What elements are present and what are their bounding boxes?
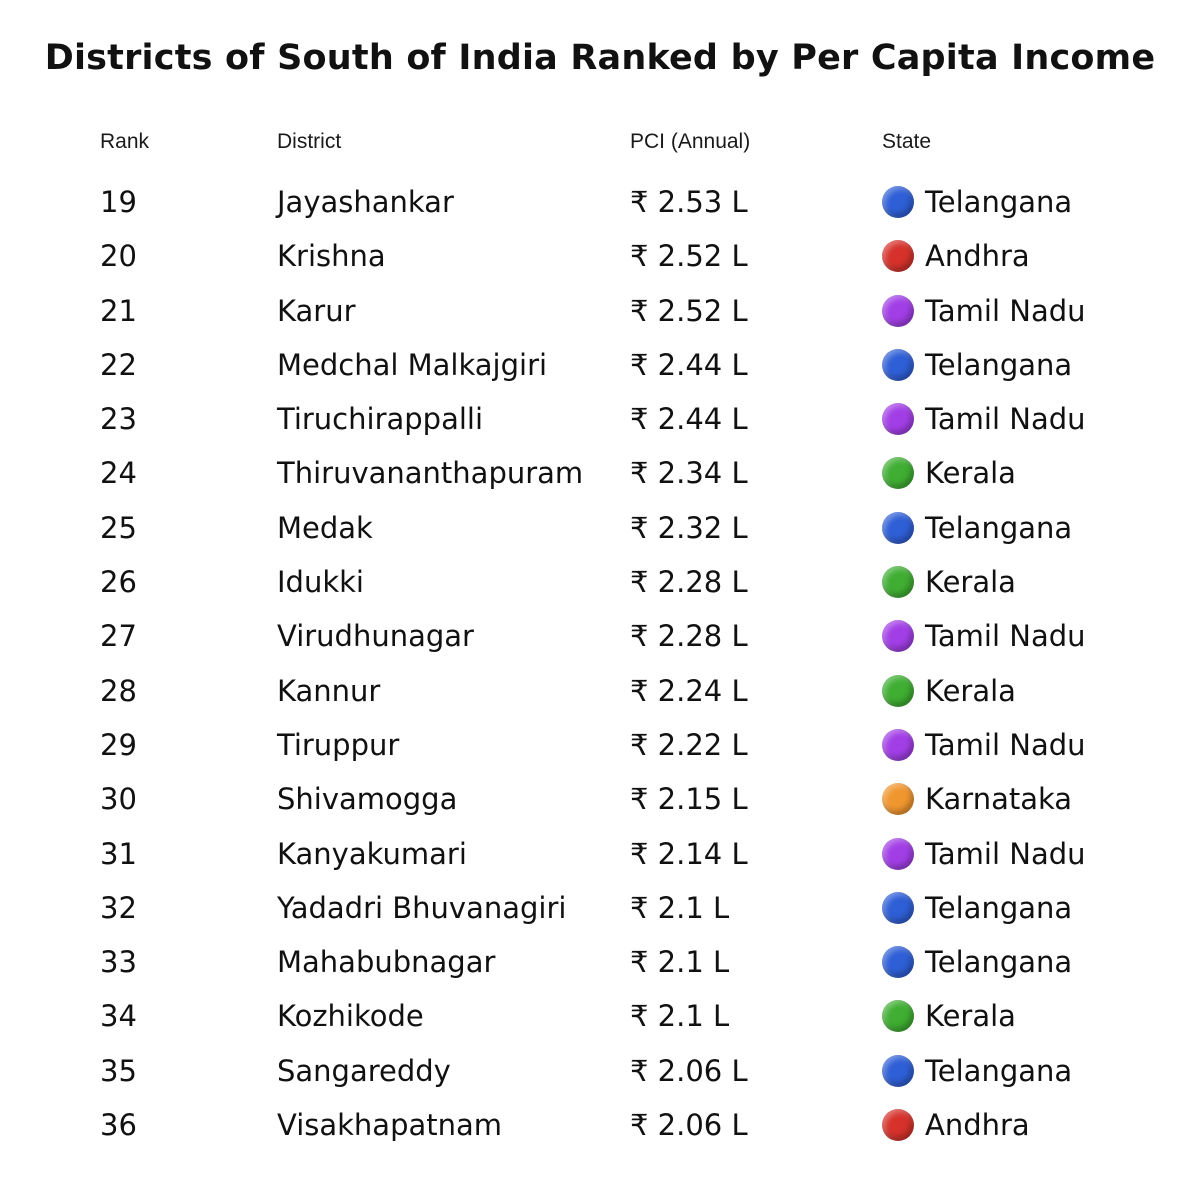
table-row: [0, 393, 1200, 447]
state-cell: [882, 888, 1072, 928]
rank-cell: 25: [100, 510, 137, 545]
state-color-dot-icon: [882, 240, 914, 272]
district-cell: Krishna: [277, 239, 386, 274]
district-cell: Virudhunagar: [277, 619, 474, 654]
state-color-dot-icon: [882, 838, 914, 870]
table-row: [0, 176, 1200, 230]
district-cell: Karur: [277, 293, 356, 328]
table-header: [0, 130, 1200, 158]
table-row: [0, 230, 1200, 284]
state-name: Telangana: [925, 945, 1073, 980]
rank-cell: 22: [100, 347, 137, 382]
state-name: Telangana: [925, 185, 1073, 219]
pci-cell: ₹ 2.28 L: [630, 619, 748, 654]
state-name: Tamil Nadu: [925, 293, 1086, 328]
state-cell: [882, 345, 1072, 385]
state-name: Kerala: [925, 673, 1016, 708]
pci-cell: ₹ 2.1 L: [630, 945, 730, 980]
rank-cell: 28: [100, 673, 137, 708]
district-cell: Yadadri Bhuvanagiri: [277, 890, 567, 925]
rank-cell: 26: [100, 565, 137, 600]
rank-cell: 20: [100, 239, 137, 274]
state-color-dot-icon: [882, 783, 914, 815]
table-row: [0, 882, 1200, 936]
state-name: Tamil Nadu: [925, 836, 1086, 871]
rank-cell: 31: [100, 836, 137, 871]
state-cell: [882, 453, 1016, 493]
state-name: Karnataka: [925, 782, 1073, 817]
state-name: Telangana: [925, 890, 1073, 925]
rank-cell: 19: [100, 185, 137, 219]
state-color-dot-icon: [882, 892, 914, 924]
table-row: [0, 1099, 1200, 1153]
pci-cell: ₹ 2.28 L: [630, 565, 748, 600]
table-row: [0, 936, 1200, 990]
state-cell: [882, 671, 1016, 711]
state-cell: [882, 182, 1072, 222]
state-color-dot-icon: [882, 620, 914, 652]
rank-cell: 24: [100, 456, 137, 491]
state-cell: [882, 616, 1086, 656]
district-cell: Visakhapatnam: [277, 1108, 503, 1143]
state-cell: [882, 291, 1086, 331]
state-cell: [882, 508, 1072, 548]
state-color-dot-icon: [882, 1109, 914, 1141]
state-color-dot-icon: [882, 403, 914, 435]
state-color-dot-icon: [882, 1000, 914, 1032]
state-name: Kerala: [925, 999, 1016, 1034]
rank-cell: 36: [100, 1108, 137, 1143]
state-name: Tamil Nadu: [925, 727, 1086, 762]
state-cell: [882, 725, 1086, 765]
table-row: [0, 773, 1200, 827]
state-name: Tamil Nadu: [925, 402, 1086, 437]
district-cell: Jayashankar: [277, 185, 454, 219]
chart-title: Districts of South of India Ranked by Per Capita Income: [44, 38, 1156, 78]
district-cell: Kannur: [277, 673, 381, 708]
table-row: [0, 828, 1200, 882]
pci-cell: ₹ 2.52 L: [630, 293, 748, 328]
table-row: [0, 665, 1200, 719]
table-row: [0, 610, 1200, 664]
state-cell: [882, 942, 1072, 982]
state-color-dot-icon: [882, 1055, 914, 1087]
state-color-dot-icon: [882, 457, 914, 489]
table-row: [0, 285, 1200, 339]
state-cell: [882, 996, 1016, 1036]
state-cell: [882, 1105, 1030, 1145]
state-color-dot-icon: [882, 295, 914, 327]
table-body: [0, 176, 1200, 1153]
state-color-dot-icon: [882, 946, 914, 978]
state-color-dot-icon: [882, 729, 914, 761]
header-state: State: [882, 130, 932, 153]
state-color-dot-icon: [882, 512, 914, 544]
rank-cell: 30: [100, 782, 137, 817]
district-cell: Mahabubnagar: [277, 945, 496, 980]
state-cell: [882, 236, 1030, 276]
table-row: [0, 719, 1200, 773]
pci-cell: ₹ 2.15 L: [630, 782, 748, 817]
district-cell: Shivamogga: [277, 782, 458, 817]
rank-cell: 27: [100, 619, 137, 654]
district-cell: Medchal Malkajgiri: [277, 347, 548, 382]
table-row: [0, 339, 1200, 393]
district-cell: Idukki: [277, 565, 364, 600]
state-name: Telangana: [925, 510, 1073, 545]
district-cell: Thiruvananthapuram: [277, 456, 584, 491]
table-row: [0, 502, 1200, 556]
rank-cell: 35: [100, 1053, 137, 1088]
pci-cell: ₹ 2.44 L: [630, 402, 748, 437]
rank-cell: 29: [100, 727, 137, 762]
rank-cell: 34: [100, 999, 137, 1034]
pci-cell: ₹ 2.06 L: [630, 1108, 748, 1143]
district-cell: Sangareddy: [277, 1053, 451, 1088]
header-rank: Rank: [100, 130, 150, 153]
pci-cell: ₹ 2.14 L: [630, 836, 748, 871]
pci-cell: ₹ 2.24 L: [630, 673, 748, 708]
state-color-dot-icon: [882, 349, 914, 381]
table-row: [0, 447, 1200, 501]
rank-cell: 33: [100, 945, 137, 980]
rank-cell: 21: [100, 293, 137, 328]
pci-cell: ₹ 2.1 L: [630, 999, 730, 1034]
pci-cell: ₹ 2.32 L: [630, 510, 748, 545]
rank-cell: 32: [100, 890, 137, 925]
table-row: [0, 1045, 1200, 1099]
state-name: Andhra: [925, 1108, 1030, 1143]
pci-cell: ₹ 2.1 L: [630, 890, 730, 925]
pci-cell: ₹ 2.34 L: [630, 456, 748, 491]
table-row: [0, 990, 1200, 1044]
state-color-dot-icon: [882, 675, 914, 707]
state-cell: [882, 399, 1086, 439]
district-cell: Kanyakumari: [277, 836, 467, 871]
state-color-dot-icon: [882, 186, 914, 218]
state-name: Kerala: [925, 565, 1016, 600]
state-name: Telangana: [925, 1053, 1073, 1088]
header-district: District: [277, 130, 342, 153]
pci-cell: ₹ 2.22 L: [630, 727, 748, 762]
state-cell: [882, 562, 1016, 602]
state-name: Kerala: [925, 456, 1016, 491]
district-cell: Kozhikode: [277, 999, 424, 1034]
state-name: Telangana: [925, 347, 1073, 382]
rank-cell: 23: [100, 402, 137, 437]
pci-cell: ₹ 2.44 L: [630, 347, 748, 382]
state-color-dot-icon: [882, 566, 914, 598]
district-cell: Tiruchirappalli: [277, 402, 484, 437]
table-row: [0, 556, 1200, 610]
state-name: Andhra: [925, 239, 1030, 274]
state-cell: [882, 834, 1086, 874]
district-cell: Medak: [277, 510, 373, 545]
state-name: Tamil Nadu: [925, 619, 1086, 654]
district-cell: Tiruppur: [277, 727, 400, 762]
state-cell: [882, 1051, 1072, 1091]
pci-cell: ₹ 2.06 L: [630, 1053, 748, 1088]
pci-cell: ₹ 2.53 L: [630, 185, 748, 219]
header-pci: PCI (Annual): [630, 130, 751, 153]
state-cell: [882, 779, 1072, 819]
pci-cell: ₹ 2.52 L: [630, 239, 748, 274]
